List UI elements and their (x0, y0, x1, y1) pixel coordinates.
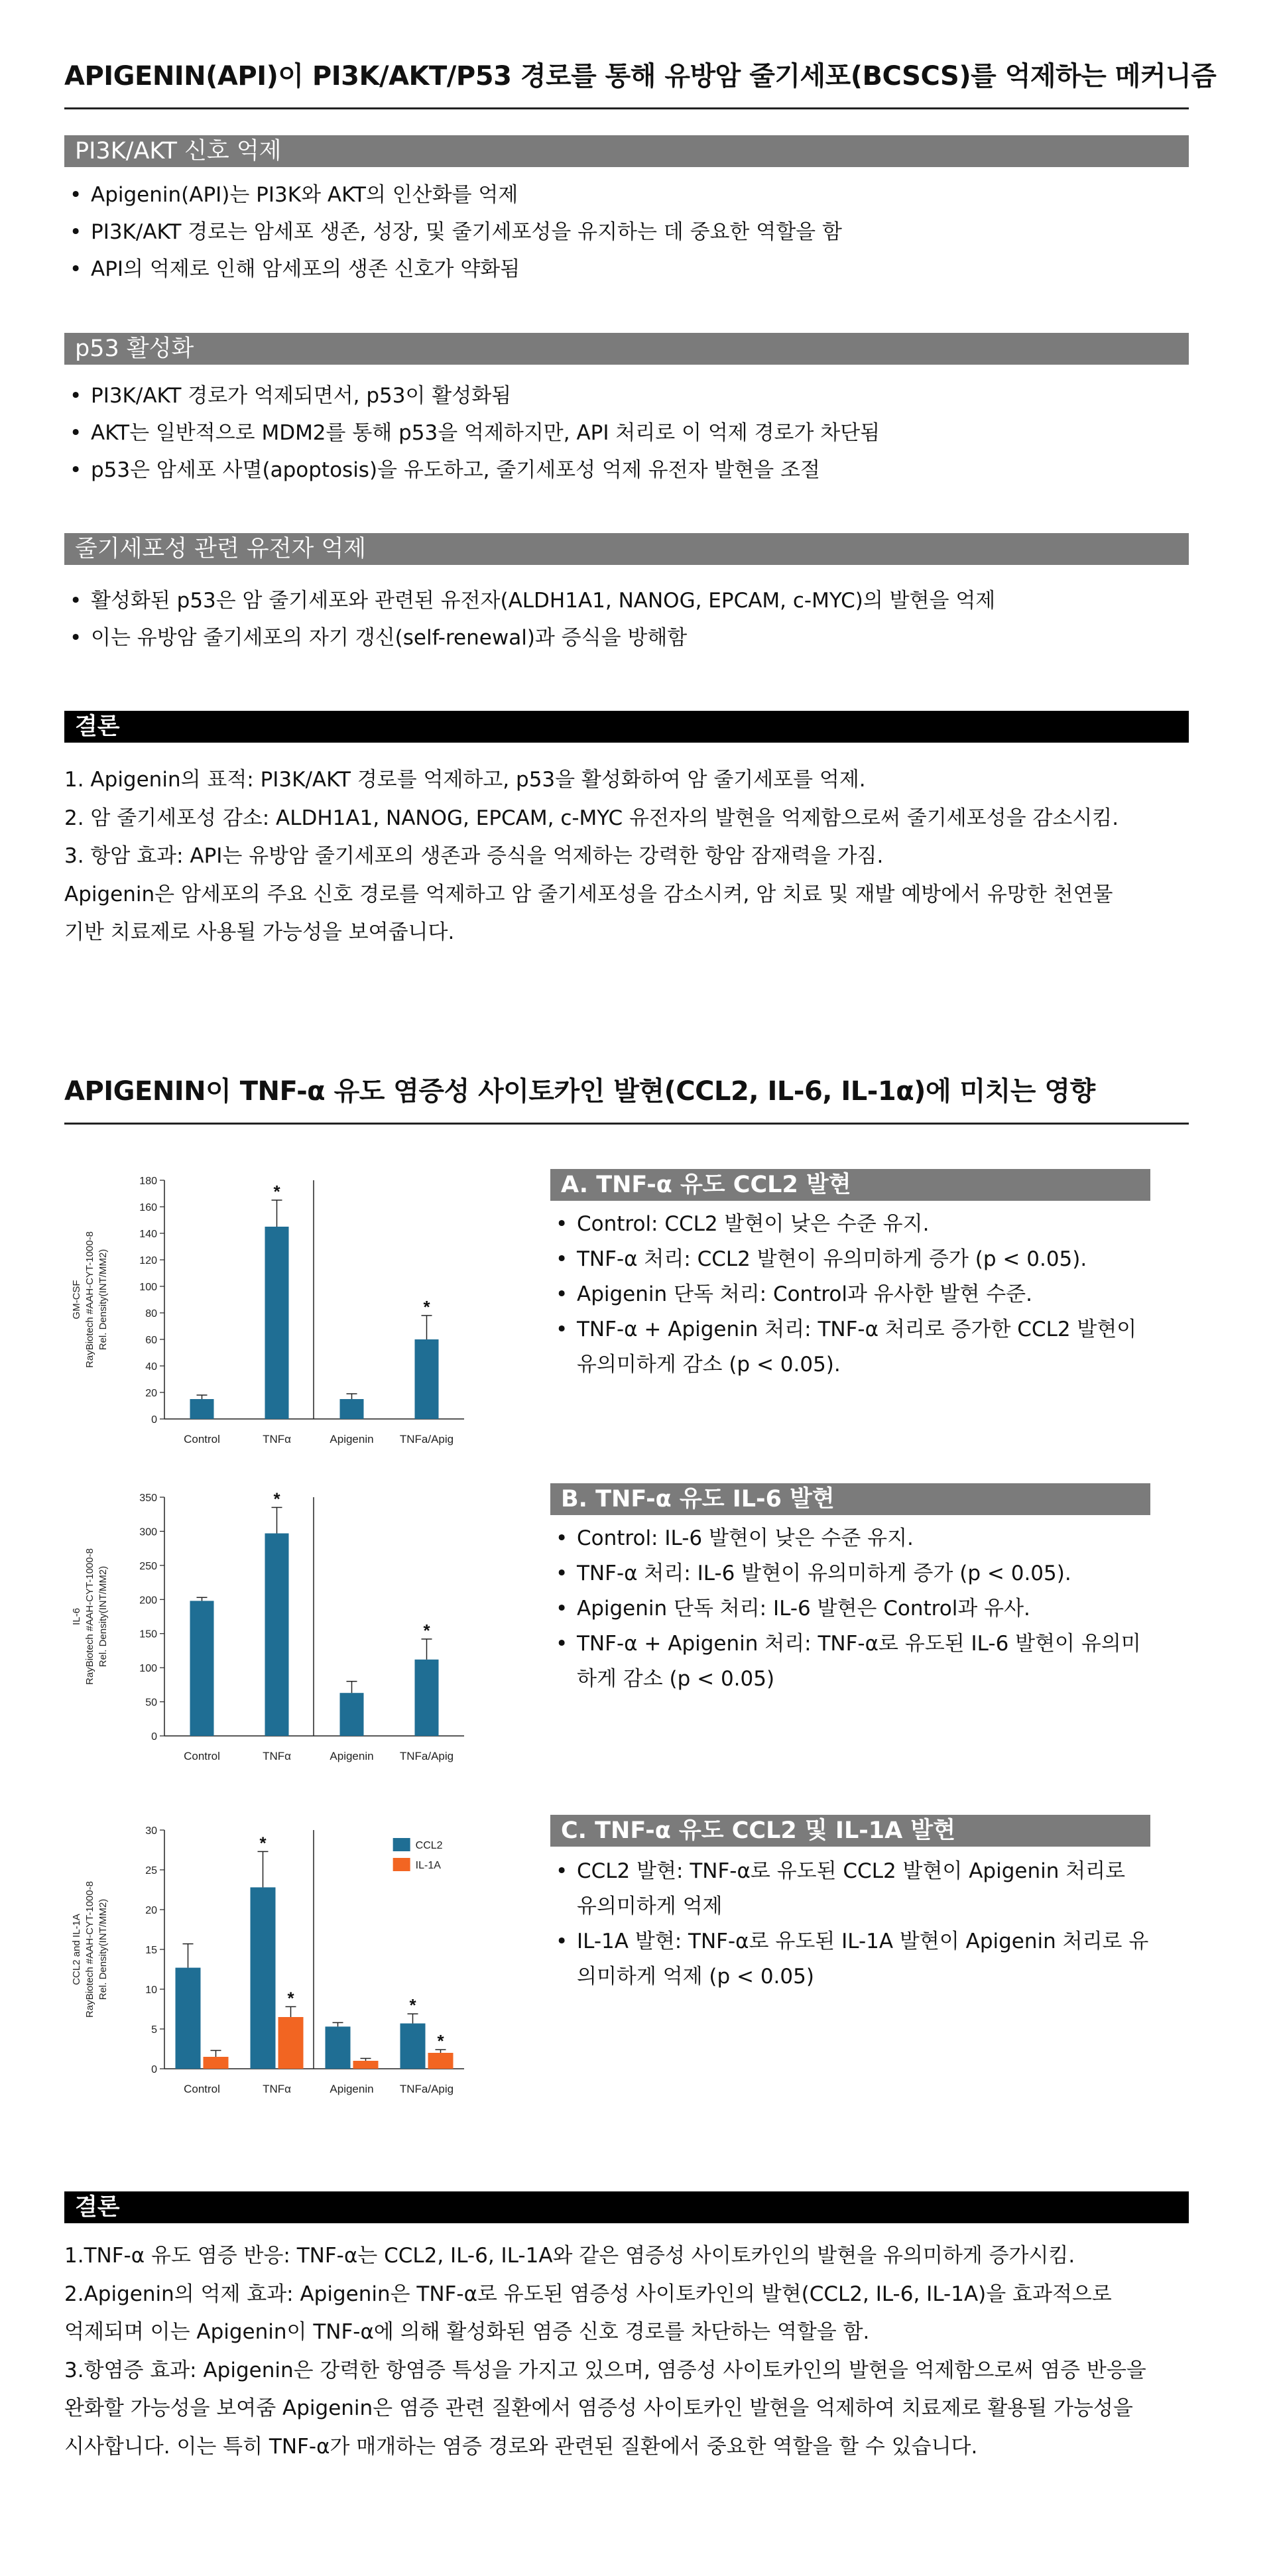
x-tick-label: TNFa/Apig (399, 1750, 454, 1762)
significance-marker: * (259, 1833, 267, 1853)
conclusion-line: 1.TNF-α 유도 염증 반응: TNF-α는 CCL2, IL-6, IL-1A와 같은 염증성 사이토카인의 발현을 유의미하게 증가시킴. (64, 2244, 1075, 2268)
y-tick-label: 50 (145, 1697, 157, 1709)
panel-c-bullets (550, 1854, 1150, 1994)
significance-marker: * (409, 1995, 416, 2016)
panel-c-header: C. TNF-α 유도 CCL2 및 IL-1A 발현 (550, 1815, 1150, 1847)
list-item: • Apigenin 단독 처리: IL-6 발현은 Control과 유사. (550, 1591, 1150, 1626)
conclusion-line: Apigenin은 암세포의 주요 신호 경로를 억제하고 암 줄기세포성을 감소시켜, 암 치료 및 재발 예방에서 유망한 천연물 (64, 882, 1113, 906)
y-axis-label: CCL2 and IL-1A (71, 1914, 82, 1985)
conclusion-line: 3.항염증 효과: Apigenin은 강력한 항염증 특성을 가지고 있으며, 염증성 사이토카인의 발현을 억제함으로써 염증 반응을 (64, 2358, 1146, 2382)
y-tick-label: 20 (145, 1905, 157, 1916)
list-item: • 이는 유방암 줄기세포의 자기 갱신(self-renewal)과 증식을 방해함 (64, 619, 1189, 656)
legend-label: CCL2 (415, 1840, 443, 1851)
x-tick-label: Apigenin (330, 1750, 374, 1762)
y-tick-label: 60 (145, 1335, 157, 1346)
y-tick-label: 0 (151, 1414, 157, 1426)
section2-title: APIGENIN이 TNF-α 유도 염증성 사이토카인 발현(CCL2, IL-6, IL-1α)에 미치는 영향 (64, 1070, 1189, 1125)
y-axis-label: IL-6 (71, 1608, 82, 1625)
y-axis-label: Rel. Density(INT/MM2) (97, 1249, 109, 1351)
x-tick-label: Control (184, 1750, 220, 1762)
bar-ccl2 (176, 1968, 201, 2069)
legend-swatch (393, 1858, 410, 1871)
y-axis-label: GM-CSF (71, 1280, 82, 1319)
y-tick-label: 100 (139, 1663, 157, 1675)
section1-title: APIGENIN(API)이 PI3K/AKT/P53 경로를 통해 유방암 줄기세포(BCSCS)를 억제하는 메커니즘 (64, 55, 1189, 109)
x-tick-label: TNFa/Apig (399, 2083, 454, 2095)
bar-il-1a (353, 2061, 379, 2069)
y-tick-label: 350 (139, 1493, 157, 1504)
y-tick-label: 20 (145, 1388, 157, 1399)
chart-a-svg (66, 1167, 477, 1459)
list-item: • CCL2 발현: TNF-α로 유도된 CCL2 발현이 Apigenin 처리로 유의미하게 억제 (550, 1854, 1150, 1924)
y-axis-label: Rel. Density(INT/MM2) (97, 1565, 109, 1668)
panel-a-header: A. TNF-α 유도 CCL2 발현 (550, 1169, 1150, 1201)
y-tick-label: 250 (139, 1560, 157, 1572)
bar-il-6 (340, 1693, 364, 1736)
significance-marker: * (273, 1489, 280, 1509)
conclusion-line: 완화할 가능성을 보여줌 Apigenin은 염증 관련 질환에서 염증성 사이토카인 발현을 억제하여 치료제로 활용될 가능성을 (64, 2396, 1133, 2420)
legend-swatch (393, 1838, 410, 1851)
y-tick-label: 300 (139, 1526, 157, 1538)
section1-block2-bullets (64, 377, 1189, 489)
list-item: • AKT는 일반적으로 MDM2를 통해 p53을 억제하지만, API 처리로 이 억제 경로가 차단됨 (64, 414, 1189, 452)
y-tick-label: 0 (151, 2064, 157, 2075)
y-tick-label: 100 (139, 1282, 157, 1293)
conclusion-line: 3. 항암 효과: API는 유방암 줄기세포의 생존과 증식을 억제하는 강력한 항암 잠재력을 가짐. (64, 844, 884, 868)
y-axis-label: RayBiotech #AAH-CYT-1000-8 (84, 1881, 95, 2018)
section1-block3-header: 줄기세포성 관련 유전자 억제 (64, 533, 1189, 565)
y-tick-label: 140 (139, 1229, 157, 1240)
conclusion-line: 기반 치료제로 사용될 가능성을 보여줍니다. (64, 920, 455, 944)
chart-b-svg (66, 1484, 477, 1776)
y-tick-label: 180 (139, 1176, 157, 1187)
significance-marker: * (423, 1620, 430, 1640)
bar-il-1a (278, 2017, 304, 2069)
y-tick-label: 0 (151, 1731, 157, 1743)
chart-b (66, 1484, 477, 1776)
section1-block3-bullets (64, 582, 1189, 656)
bar-gm-csf (265, 1227, 289, 1419)
y-tick-label: 25 (145, 1865, 157, 1876)
list-item: • Apigenin(API)는 PI3K와 AKT의 인산화를 억제 (64, 176, 1189, 214)
conclusion-line: 1. Apigenin의 표적: PI3K/AKT 경로를 억제하고, p53을 활성화하여 암 줄기세포를 억제. (64, 768, 866, 792)
bar-ccl2 (251, 1887, 276, 2069)
bar-gm-csf (415, 1339, 439, 1419)
x-tick-label: TNFα (263, 1433, 291, 1445)
bar-il-6 (190, 1601, 214, 1736)
conclusion-line: 2.Apigenin의 억제 효과: Apigenin은 TNF-α로 유도된 염증성 사이토카인의 발현(CCL2, IL-6, IL-1A)을 효과적으로 (64, 2282, 1112, 2306)
list-item: • 활성화된 p53은 암 줄기세포와 관련된 유전자(ALDH1A1, NANOG, EPCAM, c-MYC)의 발현을 억제 (64, 582, 1189, 619)
x-tick-label: Apigenin (330, 1433, 374, 1445)
conclusion-line: 시사합니다. 이는 특히 TNF-α가 매개하는 염증 경로와 관련된 질환에서 중요한 역할을 할 수 있습니다. (64, 2434, 978, 2459)
panel-b-header: B. TNF-α 유도 IL-6 발현 (550, 1483, 1150, 1515)
y-axis-label: Rel. Density(INT/MM2) (97, 1898, 109, 2000)
bar-il-6 (265, 1534, 289, 1736)
significance-marker: * (423, 1297, 430, 1317)
significance-marker: * (437, 2031, 444, 2052)
list-item: • IL-1A 발현: TNF-α로 유도된 IL-1A 발현이 Apigenin 처리로 유의미하게 억제 (p < 0.05) (550, 1924, 1150, 1994)
y-axis-label: RayBiotech #AAH-CYT-1000-8 (84, 1548, 95, 1685)
panel-b-bullets (550, 1521, 1150, 1697)
bar-gm-csf (340, 1399, 364, 1419)
list-item: • Apigenin 단독 처리: Control과 유사한 발현 수준. (550, 1277, 1150, 1312)
list-item: • TNF-α + Apigenin 처리: TNF-α로 유도된 IL-6 발현이 유의미하게 감소 (p < 0.05) (550, 1626, 1150, 1697)
bar-il-6 (415, 1660, 439, 1736)
x-tick-label: TNFα (263, 2083, 291, 2095)
y-tick-label: 120 (139, 1255, 157, 1266)
y-tick-label: 10 (145, 1985, 157, 1996)
panel-a-bullets (550, 1207, 1150, 1382)
conclusion-line: 2. 암 줄기세포성 감소: ALDH1A1, NANOG, EPCAM, c-MYC 유전자의 발현을 억제함으로써 줄기세포성을 감소시킴. (64, 806, 1119, 830)
x-tick-label: Apigenin (330, 2083, 374, 2095)
y-tick-label: 15 (145, 1945, 157, 1956)
chart-c-svg (66, 1817, 477, 2109)
x-tick-label: Control (184, 2083, 220, 2095)
y-tick-label: 200 (139, 1595, 157, 1607)
section2-conclusion-header: 결론 (64, 2191, 1189, 2223)
legend-label: IL-1A (415, 1860, 441, 1871)
bar-ccl2 (400, 2024, 426, 2069)
chart-a (66, 1167, 477, 1459)
y-tick-label: 30 (145, 1825, 157, 1837)
bar-il-1a (204, 2057, 229, 2069)
chart-c (66, 1817, 477, 2109)
list-item: • p53은 암세포 사멸(apoptosis)을 유도하고, 줄기세포성 억제 유전자 발현을 조절 (64, 452, 1189, 489)
x-tick-label: TNFα (263, 1750, 291, 1762)
list-item: • TNF-α 처리: CCL2 발현이 유의미하게 증가 (p < 0.05). (550, 1242, 1150, 1277)
y-tick-label: 5 (151, 2024, 157, 2036)
list-item: • Control: IL-6 발현이 낮은 수준 유지. (550, 1521, 1150, 1556)
list-item: • TNF-α + Apigenin 처리: TNF-α 처리로 증가한 CCL2 발현이 유의미하게 감소 (p < 0.05). (550, 1312, 1150, 1382)
significance-marker: * (273, 1182, 280, 1201)
x-tick-label: Control (184, 1433, 220, 1445)
y-tick-label: 160 (139, 1202, 157, 1213)
list-item: • PI3K/AKT 경로는 암세포 생존, 성장, 및 줄기세포성을 유지하는 데 중요한 역할을 함 (64, 214, 1189, 251)
list-item: • Control: CCL2 발현이 낮은 수준 유지. (550, 1207, 1150, 1242)
y-tick-label: 40 (145, 1361, 157, 1373)
list-item: • TNF-α 처리: IL-6 발현이 유의미하게 증가 (p < 0.05). (550, 1556, 1150, 1591)
bar-il-1a (428, 2053, 454, 2069)
y-axis-label: RayBiotech #AAH-CYT-1000-8 (84, 1231, 95, 1368)
bar-gm-csf (190, 1399, 214, 1419)
section2-conclusion-text (64, 2237, 1189, 2466)
significance-marker: * (287, 1988, 294, 2008)
list-item: • PI3K/AKT 경로가 억제되면서, p53이 활성화됨 (64, 377, 1189, 414)
bar-ccl2 (326, 2026, 351, 2069)
section1-block2-header: p53 활성화 (64, 333, 1189, 365)
list-item: • API의 억제로 인해 암세포의 생존 신호가 약화됨 (64, 251, 1189, 288)
conclusion-line: 억제되며 이는 Apigenin이 TNF-α에 의해 활성화된 염증 신호 경로를 차단하는 역할을 함. (64, 2320, 870, 2344)
y-tick-label: 150 (139, 1628, 157, 1640)
y-tick-label: 80 (145, 1308, 157, 1319)
section1-block1-header: PI3K/AKT 신호 억제 (64, 135, 1189, 167)
section1-block1-bullets (64, 176, 1189, 288)
section1-conclusion-text (64, 761, 1189, 952)
x-tick-label: TNFa/Apig (399, 1433, 454, 1445)
section1-conclusion-header: 결론 (64, 711, 1189, 743)
